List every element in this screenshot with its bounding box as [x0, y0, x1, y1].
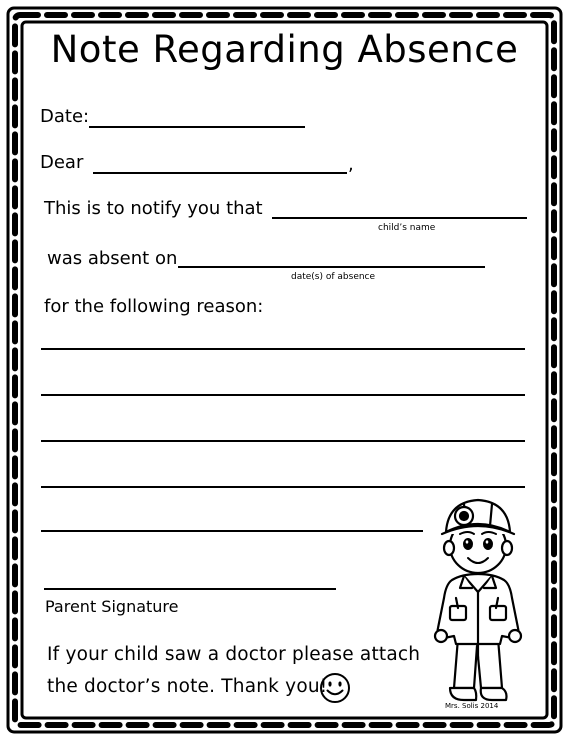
parent-signature-label: Parent Signature [45, 597, 179, 616]
child-name-caption: child’s name [378, 223, 436, 233]
reason-line[interactable] [41, 348, 525, 350]
reason-label: for the following reason: [44, 296, 264, 317]
page-title: Note Regarding Absence [50, 28, 519, 71]
doctor-note-line-1: If your child saw a doctor please attach [47, 644, 421, 665]
reason-line[interactable] [41, 394, 525, 396]
date-field[interactable] [89, 126, 305, 128]
reason-line[interactable] [41, 440, 525, 442]
absent-label: was absent on [47, 248, 178, 269]
parent-signature-field[interactable] [44, 588, 336, 590]
date-label: Date: [40, 106, 90, 127]
credit-text: Mrs. Solis 2014 [445, 702, 499, 710]
recipient-field[interactable] [93, 172, 347, 174]
reason-line[interactable] [41, 530, 423, 532]
absence-dates-field[interactable] [178, 266, 485, 268]
child-name-field[interactable] [272, 217, 527, 219]
absence-dates-caption: date(s) of absence [291, 272, 376, 282]
doctor-boy-illustration [424, 488, 532, 706]
doctor-note-line-2: the doctor’s note. Thank you! [47, 676, 328, 697]
dear-label: Dear [40, 152, 84, 173]
notify-label: This is to notify you that [44, 198, 263, 219]
smiley-face-icon [318, 671, 352, 705]
dear-comma: , [348, 154, 354, 175]
